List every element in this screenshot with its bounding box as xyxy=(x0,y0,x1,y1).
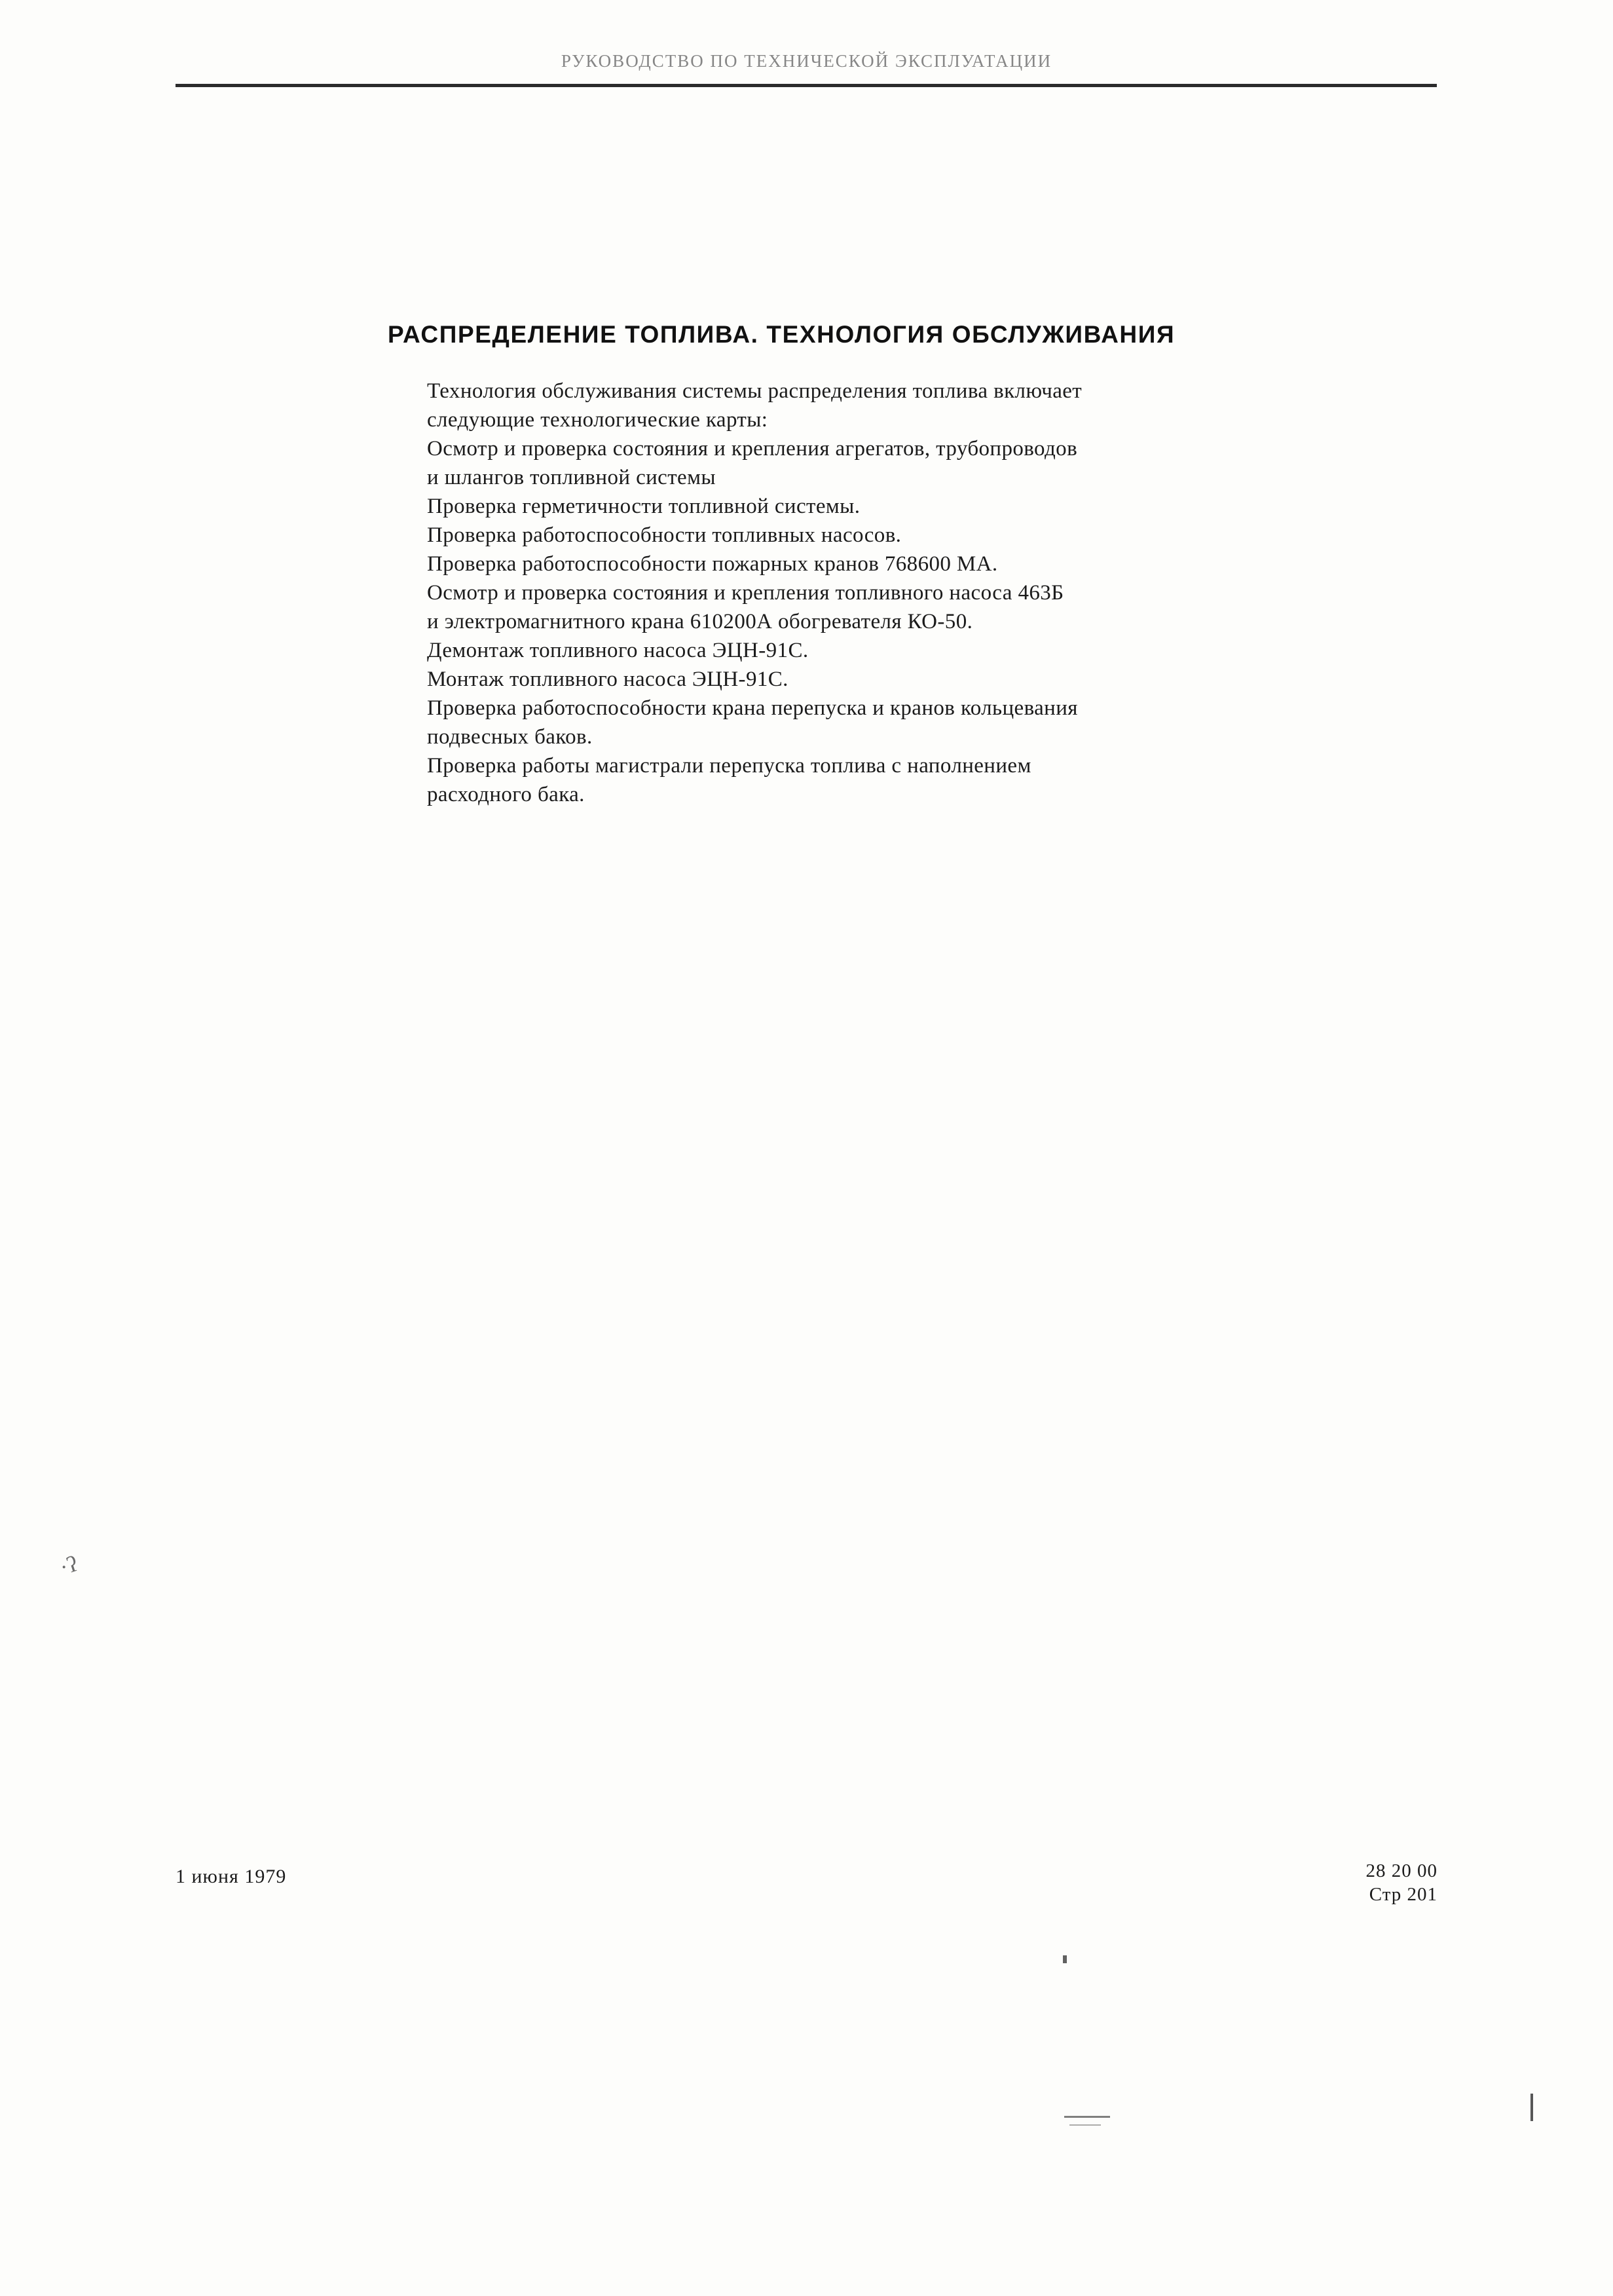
paragraph-item1-line2: и шлангов топливной системы xyxy=(427,466,716,489)
stray-underline-mark-secondary-icon xyxy=(1069,2124,1101,2126)
paragraph-item9-line1: Проверка работы магистрали перепуска топлива с наполнением xyxy=(427,754,1031,778)
stray-ink-dot-icon xyxy=(1063,1955,1067,1963)
footer-reference xyxy=(1366,1859,1438,1906)
header-rule-divider xyxy=(176,84,1437,87)
stray-margin-bar-icon xyxy=(1530,2094,1533,2121)
running-header-title: РУКОВОДСТВО ПО ТЕХНИЧЕСКОЙ ЭКСПЛУАТАЦИИ xyxy=(561,51,1052,71)
paragraph-item7: Монтаж топливного насоса ЭЦН-91С. xyxy=(427,668,788,691)
paragraph-item8-line1: Проверка работоспособности крана перепуска и кранов кольцевания xyxy=(427,696,1078,720)
paragraph-item1-line1: Осмотр и проверка состояния и крепления агрегатов, трубопроводов xyxy=(427,437,1078,461)
footer-date: 1 июня 1979 xyxy=(176,1866,287,1887)
paragraph-intro-line2: следующие технологические карты: xyxy=(427,408,768,432)
body-text-block xyxy=(388,377,1324,809)
paragraph-item4: Проверка работоспособности пожарных кранов 768600 МА. xyxy=(427,552,998,576)
paragraph-item2: Проверка герметичности топливной системы. xyxy=(427,495,861,518)
paragraph-item5-line2: и электромагнитного крана 610200А обогревателя КО-50. xyxy=(427,610,973,633)
stray-pencil-mark-icon: ·ʔ xyxy=(56,1551,81,1581)
paragraph-item8-line2: подвесных баков. xyxy=(427,725,593,749)
footer-doc-code: 28 20 00 xyxy=(1365,1860,1437,1881)
paragraph-item3: Проверка работоспособности топливных насосов. xyxy=(427,523,902,547)
page-title: РАСПРЕДЕЛЕНИЕ ТОПЛИВА. ТЕХНОЛОГИЯ ОБСЛУЖИВАНИЯ xyxy=(388,321,1176,348)
footer-page-number: Стр 201 xyxy=(1369,1884,1437,1905)
paragraph-item9-line2: расходного бака. xyxy=(427,783,585,806)
paragraph-item5-line1: Осмотр и проверка состояния и крепления топливного насоса 463Б xyxy=(427,581,1064,605)
paragraph-intro-line1: Технология обслуживания системы распределения топлива включает xyxy=(427,379,1083,403)
paragraph-item6: Демонтаж топливного насоса ЭЦН-91С. xyxy=(427,639,809,662)
stray-underline-mark-icon xyxy=(1064,2116,1110,2118)
